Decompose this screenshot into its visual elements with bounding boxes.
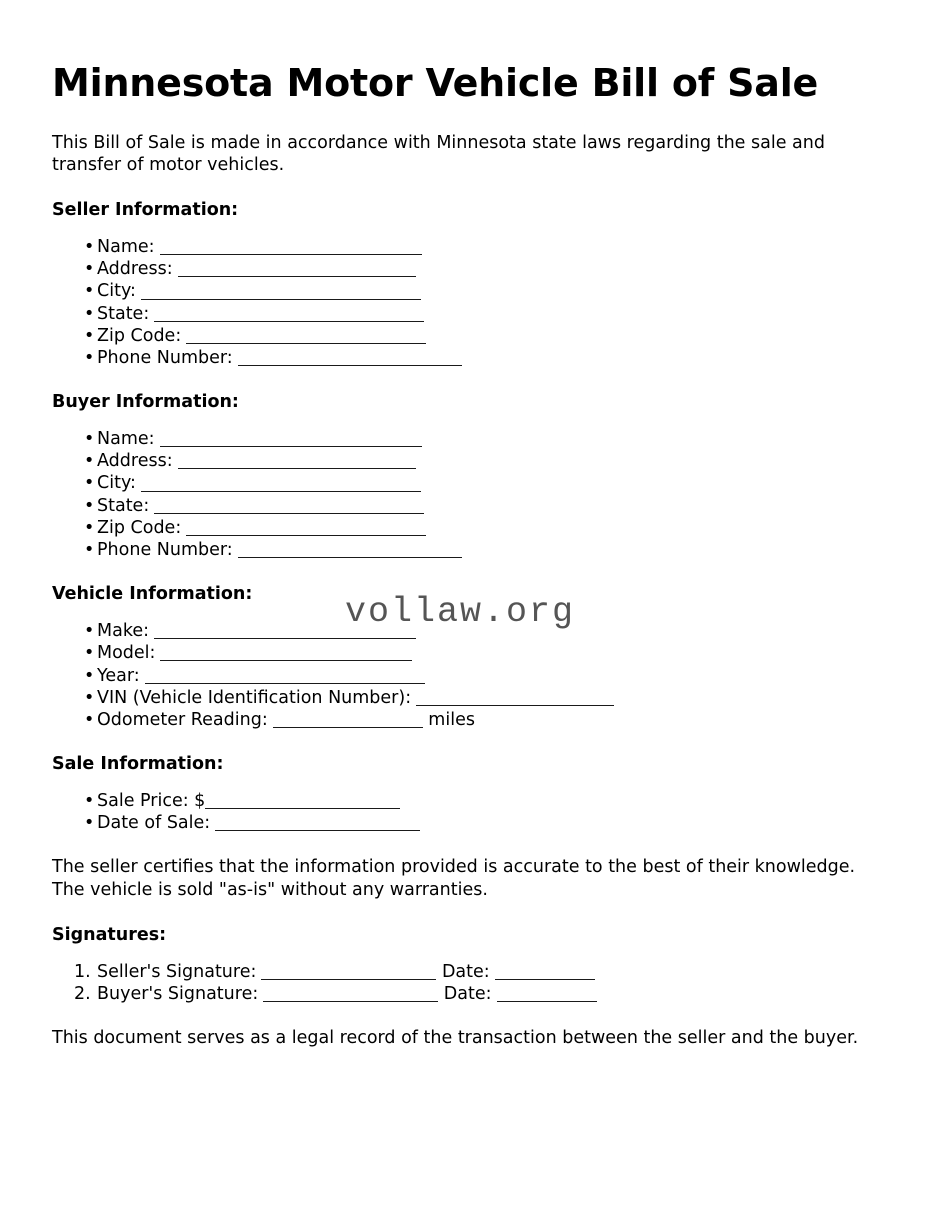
field-label: State: [97,303,150,324]
section-heading-vehicle: Vehicle Information: [52,584,253,605]
list-item [52,236,865,258]
intro-paragraph: This Bill of Sale is made in accordance with Minnesota state laws regarding the sale and transfer of motor vehicles. [52,132,825,176]
list-item [52,687,865,709]
field-blank-line[interactable] [186,326,426,344]
field-label: Address: [97,451,173,472]
list-item [52,303,865,325]
sale-field-list [52,790,865,834]
signature-label: Buyer's Signature: [97,983,259,1004]
field-label: Phone Number: [97,540,233,561]
list-item [52,325,865,347]
field-label: Name: [97,236,155,257]
seller-field-list [52,236,865,369]
list-item [52,665,865,687]
signature-date-label: Date: [438,983,492,1004]
field-label: Zip Code: [97,325,182,346]
field-suffix: miles [422,709,475,730]
section-heading-signatures: Signatures: [52,924,167,945]
list-item [52,517,865,539]
signature-row [52,961,865,983]
vehicle-field-list [52,620,865,731]
field-label: Make: [97,621,149,642]
field-label: Address: [97,259,173,280]
field-label: VIN (Vehicle Identification Number): [97,687,412,708]
page-title: Minnesota Motor Vehicle Bill of Sale [52,61,819,105]
list-item [52,347,865,369]
signature-date-blank-line[interactable] [497,984,597,1002]
signature-label: Seller's Signature: [97,961,257,982]
watermark-vollaw: vollaw.org [345,592,576,632]
field-blank-line[interactable] [154,622,416,640]
signature-date-label: Date: [436,961,490,982]
list-item [52,450,865,472]
certification-paragraph: The seller certifies that the information provided is accurate to the best of their knowledge. The vehicle is sold "as-is" without any warranties. [52,857,856,901]
field-blank-line[interactable] [154,496,424,514]
field-label: State: [97,495,150,516]
list-item [52,428,865,450]
signature-date-blank-line[interactable] [495,962,595,980]
field-blank-line[interactable] [215,814,420,832]
field-label: Sale Price: $ [97,790,206,811]
field-blank-line[interactable] [160,237,422,255]
signature-list [52,961,865,1005]
field-blank-line[interactable] [186,518,426,536]
list-item [52,258,865,280]
field-blank-line[interactable] [178,260,416,278]
list-item [52,472,865,494]
field-blank-line[interactable] [238,541,462,559]
signature-blank-line[interactable] [261,962,436,980]
field-blank-line[interactable] [178,452,416,470]
field-label: Date of Sale: [97,813,211,834]
field-blank-line[interactable] [141,282,421,300]
list-item [52,790,865,812]
field-label: Year: [97,665,140,686]
buyer-field-list [52,428,865,561]
field-blank-line[interactable] [238,349,462,367]
section-heading-buyer: Buyer Information: [52,392,239,413]
list-item [52,495,865,517]
field-label: Name: [97,429,155,449]
list-item [52,709,865,731]
field-blank-line[interactable] [205,791,400,809]
list-item [52,620,865,642]
field-label: Phone Number: [97,348,233,369]
list-item [52,642,865,664]
list-item [52,539,865,561]
field-label: Model: [97,643,156,664]
field-blank-line[interactable] [145,666,425,684]
field-label: Odometer Reading: [97,709,268,730]
field-label: Zip Code: [97,517,182,538]
field-label: City: [97,281,136,302]
field-blank-line[interactable] [416,688,614,706]
field-label: City: [97,473,136,494]
list-item [52,812,865,834]
signature-blank-line[interactable] [263,984,438,1002]
section-heading-sale: Sale Information: [52,754,224,775]
closing-paragraph: This document serves as a legal record of the transaction between the seller and the buyer. [52,1028,859,1049]
signature-row [52,983,865,1005]
field-blank-line[interactable] [273,710,423,728]
field-blank-line[interactable] [154,304,424,322]
field-blank-line[interactable] [141,474,421,492]
section-heading-seller: Seller Information: [52,200,239,221]
field-blank-line[interactable] [160,430,422,448]
list-item [52,280,865,302]
field-blank-line[interactable] [160,644,412,662]
